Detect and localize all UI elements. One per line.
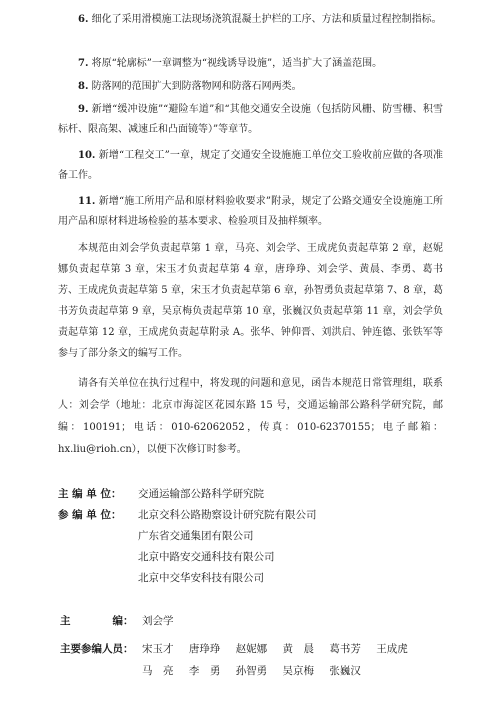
feedback-paragraph: 请各有关单位在执行过程中，将发现的问题和意见，函告本规范日常管理组，联系人：刘会学（地址：北京市海淀区花园东路 15 号，交通运输部公路科学研究院，邮编：100191；电话：010-62062052，传真：010-62370155；电子邮箱：hx.liu@rioh.cn），以便下次修订时参考。 — [58, 378, 443, 455]
chief-organization-row — [58, 484, 317, 505]
participant-name: 孙智勇 — [235, 665, 268, 677]
participant-organization: 北京中交华安科技有限公司 — [138, 572, 264, 584]
item-text: 将原“轮廓标”一章调整为“视线诱导设施”，适当扩大了涵盖范围。 — [91, 58, 383, 69]
participant-names — [142, 638, 420, 660]
item-11 — [58, 192, 443, 232]
participant-names — [142, 660, 373, 682]
item-text: 防落网的范围扩大到防落物网和防落石网两类。 — [91, 81, 302, 92]
responsibility-paragraph: 本规范由刘会学负责起草第 1 章，马亮、刘会学、王成虎负责起草第 2 章，赵妮娜负责起草第 3 章，宋玉才负责起草第 4 章，唐琤琤、刘会学、黄晨、李勇、葛书芳、王成虎负责起草第 5 章，宋玉才负责起草第 6 章，孙智勇负责起草第 7、8 章，葛书芳负责起草第 9 章，吴京梅负责起草第 10 章，张巍汉负责起草第 11 章，刘会学负责起草第 12 章，王成虎负责起草附录 A。张华、钟仰晋、刘洪启、钟连德、张铁军等参与了部分条文的编写工作。 — [58, 243, 443, 359]
item-number: 7. — [78, 58, 89, 69]
item-text: 新增“缓冲设施”“避险车道”和“其他交通安全设施（包括防风栅、防雪栅、积雪标杆、限高架、减速丘和凸面镜等）”等章节。 — [58, 104, 443, 135]
participant-organization-row — [58, 547, 317, 568]
item-number: 10. — [78, 150, 96, 161]
participant-name: 黄 晨 — [282, 643, 315, 655]
participant-name: 李 勇 — [188, 665, 221, 677]
item-8 — [58, 77, 443, 97]
participant-name: 葛书芳 — [329, 643, 361, 655]
participants-label: 主要参编人员： — [60, 643, 134, 655]
participant-name: 宋玉才 — [142, 643, 174, 655]
participant-organization: 广东省交通集团有限公司 — [138, 530, 254, 542]
participant-organization: 北京交科公路勘察设计研究院有限公司 — [138, 509, 317, 521]
item-number: 8. — [78, 81, 89, 92]
item-6 — [58, 10, 443, 30]
participant-organizations-label: 参 编 单 位： — [58, 509, 122, 521]
participant-name: 吴京梅 — [282, 665, 315, 677]
editor-label: 主 编： — [60, 615, 134, 627]
participant-organization-row — [58, 526, 317, 547]
editor-name: 刘会学 — [142, 615, 174, 627]
organizations-block — [58, 484, 317, 589]
people-block — [60, 610, 420, 682]
item-text: 细化了采用滑模施工法现场浇筑混凝土护栏的工序、方法和质量过程控制指标。 — [91, 14, 442, 25]
item-text: 新增“施工所用产品和原材料验收要求”附录，规定了公路交通安全设施施工所用产品和原材料进场检验的基本要求、检验项目及抽样频率。 — [58, 196, 443, 227]
participants-row — [60, 660, 420, 682]
participants-row — [60, 638, 420, 660]
item-7 — [58, 54, 443, 74]
item-10 — [58, 146, 443, 186]
participant-name: 张巍汉 — [329, 665, 361, 677]
participant-name: 唐琤琤 — [188, 643, 221, 655]
participant-organization-row — [58, 505, 317, 526]
participant-organization-row — [58, 568, 317, 589]
item-9 — [58, 100, 443, 140]
chief-organization-label: 主 编 单 位： — [58, 488, 122, 500]
item-text: 新增“工程交工”一章，规定了交通安全设施施工单位交工验收前应做的各项准备工作。 — [58, 150, 443, 181]
participant-organization: 北京中路安交通科技有限公司 — [138, 551, 275, 563]
participant-name: 赵妮娜 — [235, 643, 268, 655]
item-number: 11. — [78, 196, 96, 207]
chief-organization: 交通运输部公路科学研究院 — [138, 488, 264, 500]
participant-name: 马 亮 — [142, 665, 174, 677]
editor-row — [60, 610, 420, 632]
item-number: 9. — [78, 104, 89, 115]
item-number: 6. — [78, 14, 89, 25]
participant-name: 王成虎 — [376, 643, 408, 655]
